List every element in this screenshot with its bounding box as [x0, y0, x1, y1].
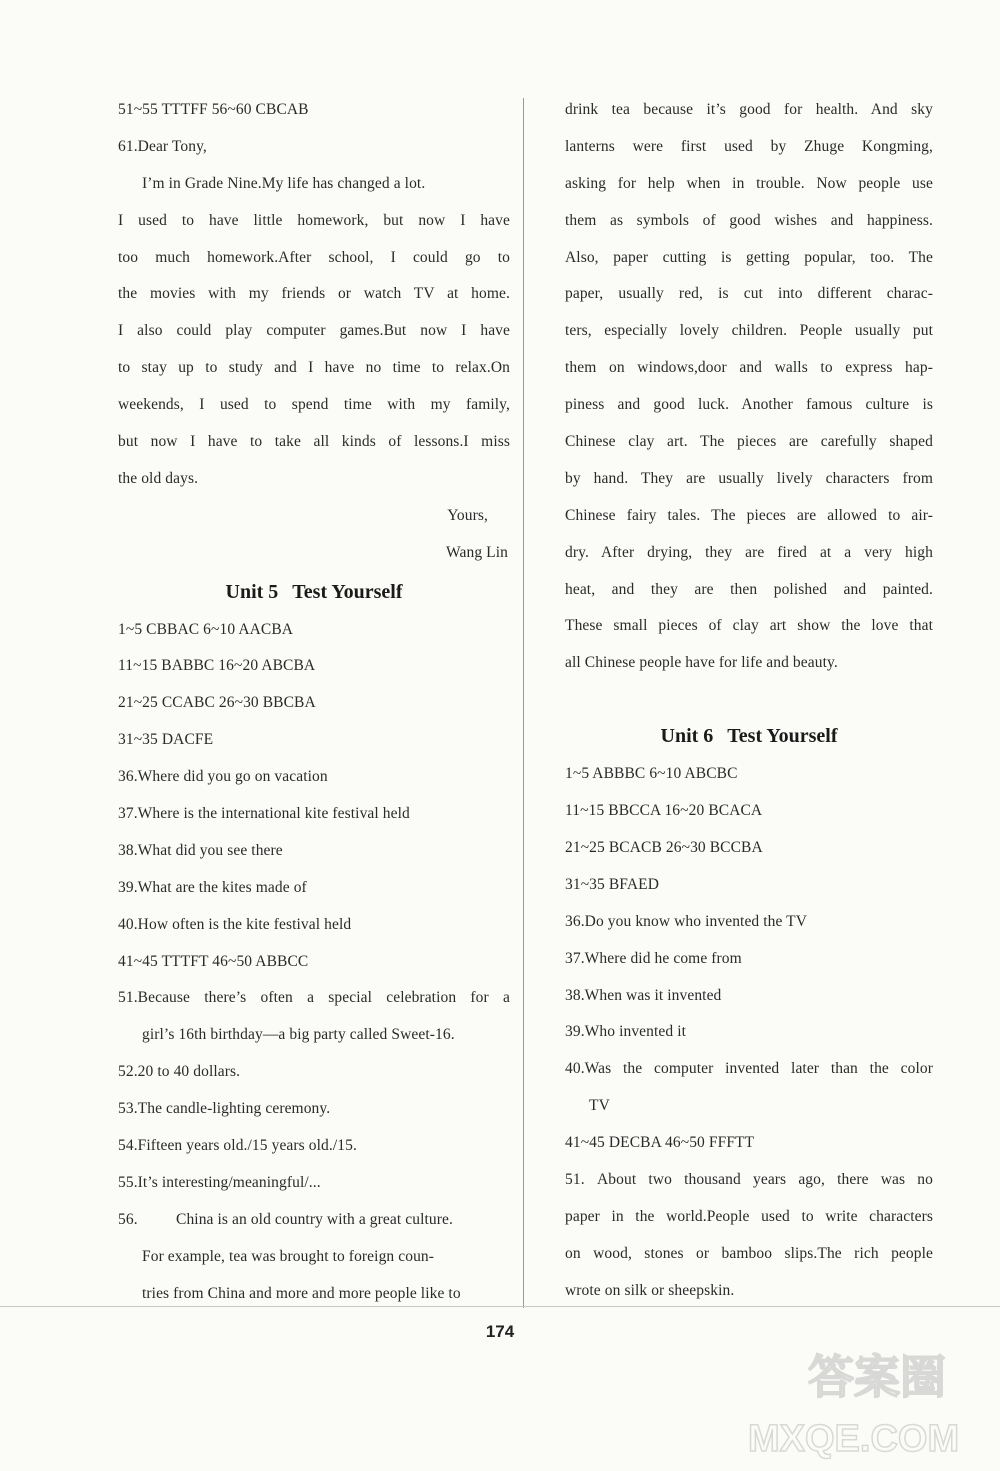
answer-line [118, 1202, 510, 1239]
essay-line: Chinese clay art. The pieces are carefully shaped [565, 433, 933, 451]
answer-line: 38.When was it invented [565, 986, 722, 1004]
answer-line: 41~45 DECBA 46~50 FFFTT [565, 1134, 755, 1152]
essay-line: These small pieces of clay art show the love that [565, 617, 933, 635]
essay-line: paper, usually red, is cut into different charac- [565, 285, 933, 303]
watermark-logo [728, 1333, 978, 1463]
answer-line: 31~35 DACFE [118, 731, 214, 749]
letter-salutation: 61.Dear Tony, [118, 137, 207, 155]
essay-line: all Chinese people have for life and beauty. [565, 654, 838, 672]
answer-line: 21~25 CCABC 26~30 BBCBA [118, 694, 316, 712]
answer-line: 36.Where did you go on vacation [118, 768, 328, 786]
essay-line: them on windows,door and walls to express hap- [565, 359, 933, 377]
answer-line: 1~5 ABBBC 6~10 ABCBC [565, 765, 738, 783]
answer-line: 1~5 CBBAC 6~10 AACBA [118, 620, 294, 638]
right-column [565, 92, 933, 1310]
letter-line: the movies with my friends or watch TV at home. [118, 285, 510, 303]
answer-line: 52.20 to 40 dollars. [118, 1063, 241, 1081]
watermark-chinese-text: 答案圈 [808, 1351, 946, 1403]
answer-line: 51.Because there’s often a special celebration for a [118, 989, 510, 1007]
letter-line: weekends, I used to spend time with my family, [118, 396, 510, 414]
essay-line: Also, paper cutting is getting popular, too. The [565, 248, 933, 266]
letter-line: I also could play computer games.But now I have [118, 322, 510, 340]
letter-line: the old days. [118, 469, 199, 487]
essay-line: them as symbols of good wishes and happiness. [565, 211, 933, 229]
essay-line: by hand. They are usually lively characters from [565, 469, 933, 487]
answer-line: 38.What did you see there [118, 841, 283, 859]
answer-number: 56. [118, 1210, 138, 1228]
letter-line: too much homework.After school, I could go to [118, 248, 510, 266]
answer-line: 41~45 TTTFT 46~50 ABBCC [118, 952, 309, 970]
letter-line: I used to have little homework, but now I have [118, 211, 510, 229]
answer-line: 54.Fifteen years old./15 years old./15. [118, 1137, 357, 1155]
essay-line: lanterns were first used by Zhuge Kongming, [565, 137, 933, 155]
left-column [118, 92, 510, 1313]
answer-line: 37.Where is the international kite festival held [118, 805, 410, 823]
unit-5-label: Unit 5 [225, 580, 279, 603]
answer-line: 53.The candle-lighting ceremony. [118, 1100, 331, 1118]
essay-line: tries from China and more and more people like to [142, 1284, 461, 1302]
essay-line: piness and good luck. Another famous culture is [565, 396, 933, 414]
answer-line: 21~25 BCACB 26~30 BCCBA [565, 839, 763, 857]
answer-line: 11~15 BBCCA 16~20 BCACA [565, 802, 763, 820]
essay-line: on wood, stones or bamboo slips.The rich people [565, 1244, 933, 1262]
answer-line: 51~55 TTTFF 56~60 CBCAB [118, 101, 309, 118]
essay-line: dry. After drying, they are fired at a very high [565, 543, 933, 561]
essay-line: paper in the world.People used to write characters [565, 1207, 933, 1225]
answer-line: TV [589, 1097, 610, 1115]
answer-line: girl’s 16th birthday—a big party called Sweet-16. [142, 1026, 455, 1044]
essay-line: drink tea because it’s good for health. And sky [565, 101, 933, 118]
letter-line: I’m in Grade Nine.My life has changed a lot. [142, 174, 426, 192]
unit-5-subtitle: Test Yourself [292, 580, 403, 603]
answer-line: 40.How often is the kite festival held [118, 915, 352, 933]
unit-5-heading [118, 572, 510, 612]
unit-6-subtitle: Test Yourself [727, 725, 838, 748]
answer-number: 51. [565, 1171, 585, 1189]
essay-line: Chinese fairy tales. The pieces are allowed to air- [565, 506, 933, 524]
essay-line: About two thousand years ago, there was no [597, 1171, 933, 1189]
essay-line: ters, especially lovely children. People usually put [565, 322, 933, 340]
answer-line: 55.It’s interesting/meaningful/... [118, 1173, 321, 1191]
unit-6-label: Unit 6 [660, 725, 714, 748]
letter-closing: Yours, [447, 506, 488, 524]
unit-6-heading [565, 716, 933, 756]
answer-line: 39.What are the kites made of [118, 878, 307, 896]
answer-line: 37.Where did he come from [565, 949, 742, 967]
letter-line: but now I have to take all kinds of lessons.I miss [118, 433, 510, 451]
answer-line: 40.Was the computer invented later than the color [565, 1060, 933, 1078]
essay-line: China is an old country with a great culture. [176, 1210, 453, 1228]
answer-line [565, 1162, 933, 1199]
answer-line: 36.Do you know who invented the TV [565, 912, 808, 930]
column-divider [523, 98, 524, 1308]
spacer [565, 682, 933, 716]
essay-line: heat, and they are then polished and painted. [565, 580, 933, 598]
essay-line: wrote on silk or sheepskin. [565, 1281, 735, 1299]
answer-line: 31~35 BFAED [565, 875, 660, 893]
answer-line: 39.Who invented it [565, 1023, 687, 1041]
essay-line: asking for help when in trouble. Now people use [565, 174, 933, 192]
watermark-latin-text: MXQE.COM [748, 1418, 960, 1460]
essay-line: For example, tea was brought to foreign coun- [142, 1247, 435, 1265]
page-number: 174 [485, 1322, 515, 1341]
letter-signature: Wang Lin [446, 543, 508, 561]
letter-line: to stay up to study and I have no time to relax.On [118, 359, 510, 377]
answer-line: 11~15 BABBC 16~20 ABCBA [118, 657, 316, 675]
footer-rule [0, 1306, 1000, 1307]
